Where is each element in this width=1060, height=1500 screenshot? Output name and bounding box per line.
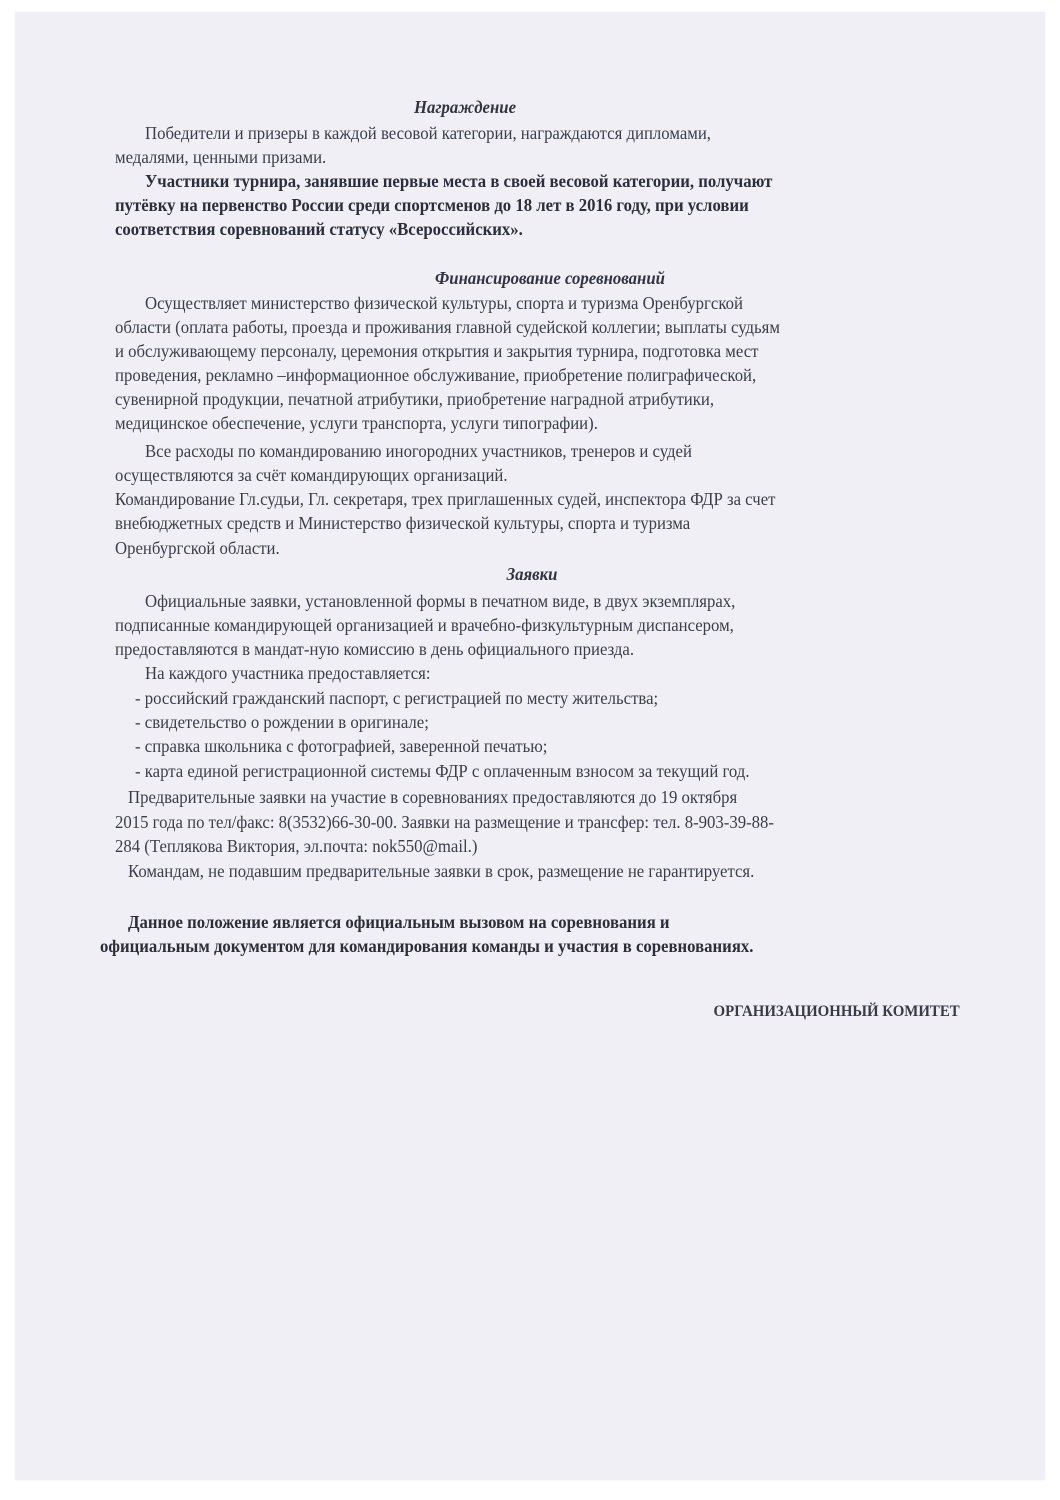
financing-text-line: Оренбургской области. <box>115 538 280 558</box>
section-title-financing: Финансирование соревнований <box>435 268 665 288</box>
financing-text-line: Командирование Гл.судьи, Гл. секретаря, трех приглашенных судей, инспектора ФДР за счет <box>115 489 776 509</box>
applications-list-item: - справка школьника с фотографией, заверенной печатью; <box>135 736 548 756</box>
applications-list-item: - российский гражданский паспорт, с регистрацией по месту жительства; <box>135 688 659 708</box>
applications-text-line: подписанные командирующей организацией и врачебно-физкультурным диспансером, <box>115 615 734 635</box>
section-title-applications: Заявки <box>506 564 558 584</box>
financing-text-line: проведения, рекламно –информационное обслуживание, приобретение полиграфической, <box>115 365 757 385</box>
award-text-line: медалями, ценными призами. <box>115 147 327 167</box>
financing-text-line: внебюджетных средств и Министерство физической культуры, спорта и туризма <box>115 513 691 533</box>
applications-text-line: На каждого участника предоставляется: <box>145 663 431 683</box>
applications-text-line: Официальные заявки, установленной формы в печатном виде, в двух экземплярах, <box>145 591 736 611</box>
award-text-line: Победители и призеры в каждой весовой категории, награждаются дипломами, <box>145 123 711 143</box>
financing-text-line: Все расходы по командированию иногородних участников, тренеров и судей <box>145 441 692 461</box>
closing-bold-line: официальным документом для командирования команды и участия в соревнованиях. <box>100 936 754 956</box>
signature-organizing-committee: ОРГАНИЗАЦИОННЫЙ КОМИТЕТ <box>713 1003 960 1020</box>
financing-text-line: осуществляются за счёт командирующих организаций. <box>115 465 508 485</box>
financing-text-line: и обслуживающему персоналу, церемония открытия и закрытия турнира, подготовка мест <box>115 341 759 361</box>
financing-text-line: Осуществляет министерство физической культуры, спорта и туризма Оренбургской <box>145 293 743 313</box>
applications-list-item: - карта единой регистрационной системы ФДР с оплаченным взносом за текущий год. <box>135 761 750 781</box>
applications-text-line: 284 (Теплякова Виктория, эл.почта: nok550@mail.) <box>115 836 478 856</box>
award-bold-line: путёвку на первенство России среди спортсменов до 18 лет в 2016 году, при условии <box>115 195 749 215</box>
financing-text-line: области (оплата работы, проезда и проживания главной судейской коллегии; выплаты судьям <box>115 317 780 337</box>
financing-text-line: сувенирной продукции, печатной атрибутики, приобретение наградной атрибутики, <box>115 389 715 409</box>
award-bold-line: соответствия соревнований статусу «Всероссийских». <box>115 219 523 239</box>
applications-list-item: - свидетельство о рождении в оригинале; <box>135 712 429 732</box>
closing-bold-line: Данное положение является официальным вызовом на соревнования и <box>128 912 670 932</box>
award-bold-line: Участники турнира, занявшие первые места в своей весовой категории, получают <box>145 171 773 191</box>
applications-text-line: 2015 года по тел/факс: 8(3532)66-30-00. Заявки на размещение и трансфер: тел. 8-903-39-88- <box>115 812 774 832</box>
applications-text-line: Предварительные заявки на участие в соревнованиях предоставляются до 19 октября <box>128 787 738 807</box>
applications-text-line: предоставляются в мандат-ную комиссию в день официального приезда. <box>115 639 635 659</box>
financing-text-line: медицинское обеспечение, услуги транспорта, услуги типографии). <box>115 413 598 433</box>
applications-text-line: Командам, не подавшим предварительные заявки в срок, размещение не гарантируется. <box>128 861 755 881</box>
section-title-award: Награждение <box>413 97 517 117</box>
